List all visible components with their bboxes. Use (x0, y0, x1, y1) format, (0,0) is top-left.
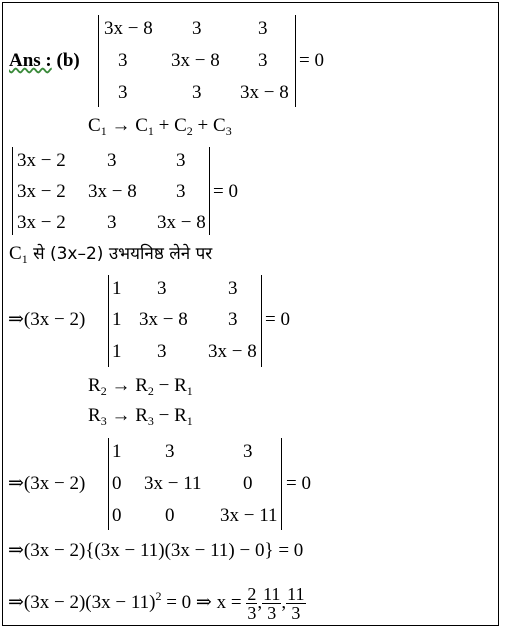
expanded-equation: ⇒(3x − 2){(3x − 11)(3x − 11) − 0} = 0 (8, 540, 304, 561)
determinant-left-bar (98, 15, 99, 107)
matrix-cell: 0 (112, 473, 122, 494)
matrix-cell: 3x − 8 (139, 309, 188, 330)
equals-zero: = 0 (299, 50, 324, 71)
matrix-cell: 1 (112, 309, 122, 330)
determinant-right-bar (261, 275, 262, 367)
matrix-cell: 3 (118, 50, 128, 71)
matrix-cell: 3x − 2 (17, 150, 66, 171)
answer-label-group (9, 50, 80, 72)
matrix-cell: 3x − 8 (240, 82, 289, 103)
determinant-right-bar (281, 438, 282, 530)
column-operation: $C_1 \to C_1 + C_2 + C_3$ (88, 115, 232, 138)
matrix-cell: 3x − 2 (17, 212, 66, 233)
matrix-cell: 0 (112, 505, 122, 526)
determinant-right-bar (209, 147, 210, 235)
matrix-cell: 3 (176, 181, 186, 202)
matrix-cell: 3x − 8 (104, 18, 153, 39)
answer-label: Ans : (9, 50, 52, 71)
matrix-cell: 3x − 11 (220, 505, 278, 526)
answer-option: (b) (56, 50, 80, 71)
matrix-cell: 0 (165, 505, 175, 526)
equals-zero: = 0 (213, 181, 238, 202)
matrix-cell: 3x − 8 (171, 50, 220, 71)
matrix-cell: 3x − 8 (157, 212, 206, 233)
fraction: $\frac{2}{3}$ (247, 584, 257, 623)
matrix-cell: 3 (176, 150, 186, 171)
matrix-cell: 3 (228, 278, 238, 299)
matrix-cell: 3 (258, 50, 268, 71)
matrix-cell: 3x − 8 (88, 181, 137, 202)
matrix-cell: 1 (112, 341, 122, 362)
matrix-cell: 3 (243, 441, 253, 462)
matrix-cell: 3 (107, 212, 117, 233)
fraction: $\frac{11}{3}$ (263, 584, 281, 623)
final-equation: ⇒(3x − $2)(3x - 11)^2 = 0$ ⇒ x = $\frac{2}{3}$ , $\frac{11}{3}$ , $\frac{11}{3}$ (8, 584, 305, 623)
matrix-cell: 3 (157, 341, 167, 362)
matrix-cell: 3 (192, 82, 202, 103)
factor-prefix: ⇒(3x − 2) (8, 309, 86, 330)
fraction: $\frac{11}{3}$ (287, 584, 305, 623)
matrix-cell: 3 (157, 278, 167, 299)
matrix-cell: 3x − 2 (17, 181, 66, 202)
determinant-left-bar (12, 147, 13, 235)
equals-zero: = 0 (265, 309, 290, 330)
determinant-left-bar (108, 438, 109, 530)
matrix-cell: 3x − 11 (144, 473, 202, 494)
row-operation: $R_3 \to R_3 - R_1$ (88, 405, 193, 428)
determinant-right-bar (295, 15, 296, 107)
matrix-cell: 3 (228, 309, 238, 330)
matrix-cell: 3x − 8 (208, 341, 257, 362)
matrix-cell: 3 (107, 150, 117, 171)
matrix-cell: 3 (165, 441, 175, 462)
equals-zero: = 0 (286, 473, 311, 494)
matrix-cell: 3 (258, 18, 268, 39)
matrix-cell: 1 (112, 441, 122, 462)
row-operation: $R_2 \to R_2 - R_1$ (88, 375, 193, 398)
matrix-cell: 3 (192, 18, 202, 39)
factor-prefix: ⇒(3x − 2) (8, 473, 86, 494)
factor-note: $C_1$ से (3x–2) उभयनिष्ठ लेने पर (9, 243, 213, 266)
determinant-left-bar (108, 275, 109, 367)
matrix-cell: 3 (118, 82, 128, 103)
matrix-cell: 0 (243, 473, 253, 494)
matrix-cell: 1 (112, 278, 122, 299)
